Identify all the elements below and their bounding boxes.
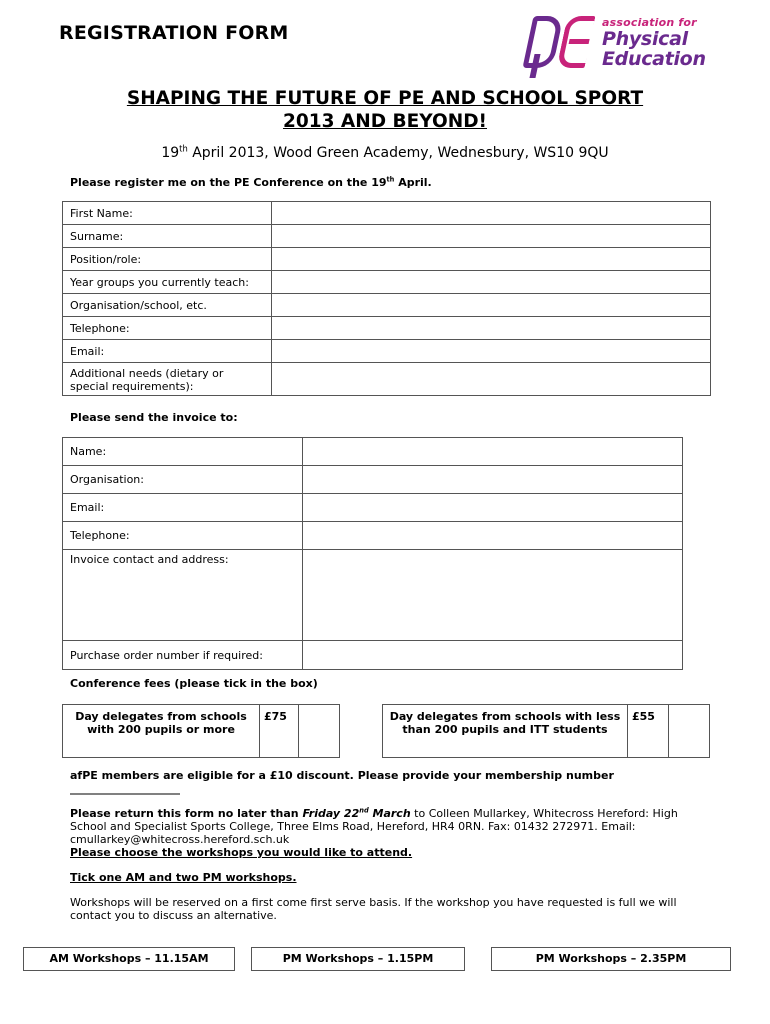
fee-option-large-schools (62, 704, 340, 758)
field-label-invoice-address: Invoice contact and address: (63, 550, 303, 641)
field-label-purchase-order: Purchase order number if required: (63, 641, 303, 670)
table-row (63, 522, 683, 550)
table-row (63, 202, 711, 225)
field-label-additional-needs: Additional needs (dietary or special requirements): (63, 363, 272, 396)
choose-workshops-text: Please choose the workshops you would like to attend. (70, 846, 413, 859)
table-row (63, 340, 711, 363)
tick-instruction (70, 871, 297, 884)
am-workshops-header: AM Workshops – 11.15AM (23, 947, 235, 971)
event-day: 19 (161, 145, 180, 161)
invoice-telephone-field[interactable] (303, 522, 683, 550)
table-row (63, 550, 683, 641)
table-row (63, 641, 683, 670)
fees-heading: Conference fees (please tick in the box) (70, 677, 318, 690)
field-label-position: Position/role: (63, 248, 272, 271)
logo-text-association: association for (602, 16, 697, 29)
fee-price: £75 (260, 705, 299, 758)
invoice-email-field[interactable] (303, 494, 683, 522)
pm-workshops-2-header: PM Workshops – 2.35PM (491, 947, 731, 971)
invoice-address-field[interactable] (303, 550, 683, 641)
table-row (63, 317, 711, 340)
surname-field[interactable] (272, 225, 711, 248)
table-row (63, 494, 683, 522)
register-instruction (70, 176, 432, 189)
table-row (63, 705, 340, 758)
return-deadline-month: March (368, 807, 411, 820)
table-row (63, 225, 711, 248)
return-deadline-suffix: nd (359, 806, 369, 815)
register-text-end: April. (394, 176, 432, 189)
field-label-organisation: Organisation/school, etc. (63, 294, 272, 317)
form-title: REGISTRATION FORM (59, 22, 289, 44)
field-label-invoice-telephone: Telephone: (63, 522, 303, 550)
fee-tick-box[interactable] (669, 705, 710, 758)
logo-e-mark (556, 16, 595, 68)
email-field[interactable] (272, 340, 711, 363)
purchase-order-field[interactable] (303, 641, 683, 670)
tick-instruction-text: Tick one AM and two PM workshops. (70, 871, 297, 884)
membership-number-blank[interactable]: ____________________ (70, 782, 180, 795)
register-text: Please register me on the PE Conference on the 19 (70, 176, 387, 189)
table-row (63, 271, 711, 294)
field-label-telephone: Telephone: (63, 317, 272, 340)
invoice-organisation-field[interactable] (303, 466, 683, 494)
organisation-field[interactable] (272, 294, 711, 317)
telephone-field[interactable] (272, 317, 711, 340)
reservation-note: Workshops will be reserved on a first come first serve basis. If the workshop you have requested is full we will contact you to discuss an alternative. (70, 896, 677, 922)
fee-description: Day delegates from schools with less than 200 pupils and ITT students (383, 705, 628, 758)
table-row (63, 466, 683, 494)
field-label-email: Email: (63, 340, 272, 363)
table-row (383, 705, 710, 758)
field-label-invoice-email: Email: (63, 494, 303, 522)
table-row (63, 294, 711, 317)
register-day-suffix: th (386, 175, 395, 184)
fee-description: Day delegates from schools with 200 pupils or more (63, 705, 260, 758)
afpe-logo (524, 14, 720, 78)
headline-line-1: SHAPING THE FUTURE OF PE AND SCHOOL SPORT (126, 88, 644, 109)
membership-discount-text: afPE members are eligible for a £10 discount. Please provide your membership number (70, 769, 614, 782)
pm-workshops-1-header: PM Workshops – 1.15PM (251, 947, 465, 971)
field-label-invoice-name: Name: (63, 438, 303, 466)
invoice-name-field[interactable] (303, 438, 683, 466)
additional-needs-field[interactable] (272, 363, 711, 396)
event-details (0, 145, 770, 161)
invoice-details-table (62, 437, 683, 670)
logo-text-education: Education (602, 48, 706, 70)
logo-p-mark (522, 16, 563, 68)
fee-price: £55 (628, 705, 669, 758)
position-field[interactable] (272, 248, 711, 271)
fee-option-small-schools (382, 704, 710, 758)
table-row (63, 438, 683, 466)
return-instructions (70, 807, 710, 859)
event-day-suffix: th (179, 143, 188, 154)
first-name-field[interactable] (272, 202, 711, 225)
invoice-heading: Please send the invoice to: (70, 411, 238, 424)
field-label-year-groups: Year groups you currently teach: (63, 271, 272, 294)
return-address-text: to Colleen Mullarkey, Whitecross Hereford: High School and Specialist Sports College, Three Elms Road, Hereford, HR4 0RN. Fax: 01432 272971. Email: cmullarkey@whitecross.hereford.sch.uk (70, 807, 678, 846)
return-deadline (302, 807, 410, 820)
return-lead: Please return this form no later than (70, 807, 303, 820)
field-label-invoice-organisation: Organisation: (63, 466, 303, 494)
table-row (63, 248, 711, 271)
table-row (63, 363, 711, 396)
field-label-first-name: First Name: (63, 202, 272, 225)
headline-line-2: 2013 AND BEYOND! (282, 111, 487, 132)
fee-tick-box[interactable] (299, 705, 340, 758)
logo-text-physical: Physical (602, 28, 688, 50)
event-date-venue: April 2013, Wood Green Academy, Wednesbury, WS10 9QU (187, 145, 609, 161)
year-groups-field[interactable] (272, 271, 711, 294)
attendee-details-table (62, 201, 711, 396)
membership-note (70, 769, 710, 795)
return-deadline-day: Friday 22 (302, 807, 360, 820)
field-label-surname: Surname: (63, 225, 272, 248)
